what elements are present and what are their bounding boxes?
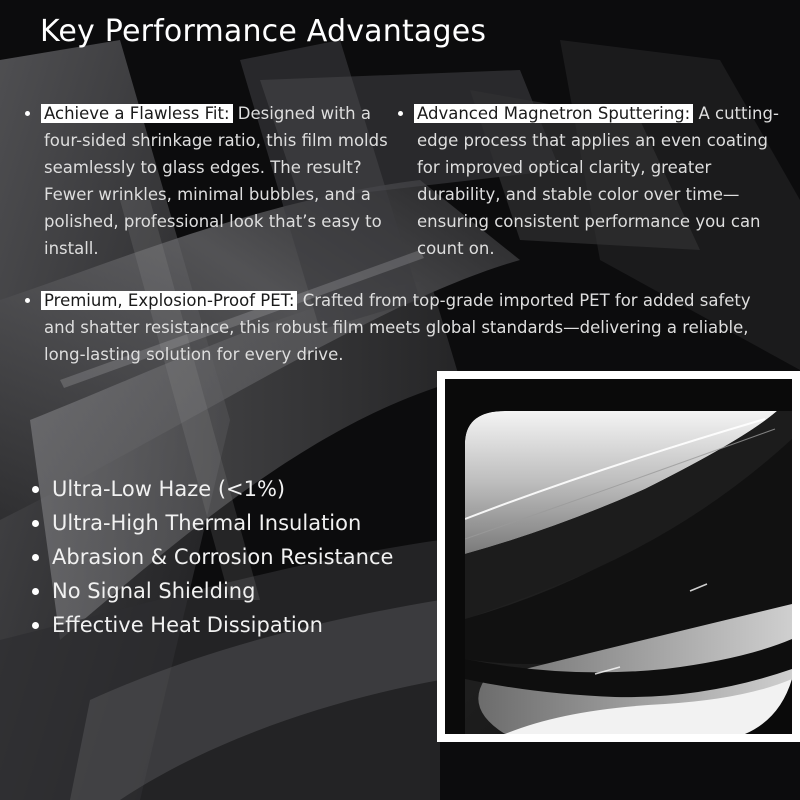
product-photo [445,379,792,734]
feature-label: Achieve a Flawless Fit: [41,104,233,123]
feature-label: Advanced Magnetron Sputtering: [414,104,693,123]
feature-label: Premium, Explosion-Proof PET: [41,291,297,310]
list-item [52,472,393,506]
bullet-dot [32,622,39,629]
bullet-dot [32,520,39,527]
benefit-list [52,472,393,642]
benefit-text: Ultra-High Thermal Insulation [52,511,362,535]
benefit-text: Effective Heat Dissipation [52,613,323,637]
bullet-dot [398,111,403,116]
benefit-text: Ultra-Low Haze (<1%) [52,477,286,501]
benefit-text: Abrasion & Corrosion Resistance [52,545,394,569]
list-item [52,574,393,608]
feature-explosion-proof-pet [44,287,784,368]
feature-text: A cutting-edge process that applies an even coating for improved optical clarity, greater durability, and stable color over time—ensuring consistent performance you can count on. [417,104,779,258]
bullet-dot [32,554,39,561]
product-photo-frame [437,371,800,742]
list-item [52,540,393,574]
list-item [52,608,393,642]
page-title: Key Performance Advantages [40,14,487,49]
list-item [52,506,393,540]
feature-text: Crafted from top-grade imported PET for added safety and shatter resistance, this robust film meets global standards—delivering a reliable, long-lasting solution for every drive. [44,291,751,364]
benefit-text: No Signal Shielding [52,579,256,603]
bullet-dot [32,588,39,595]
feature-text: Designed with a four-sided shrinkage ratio, this film molds seamlessly to glass edges. The result? Fewer wrinkles, minimal bubbles, and a polished, professional look that’s easy to install. [44,104,388,258]
feature-flawless-fit [44,100,394,262]
feature-magnetron-sputtering [417,100,787,262]
film-closeup-image [445,379,792,734]
bullet-dot [25,111,30,116]
bullet-dot [32,486,39,493]
bullet-dot [25,298,30,303]
